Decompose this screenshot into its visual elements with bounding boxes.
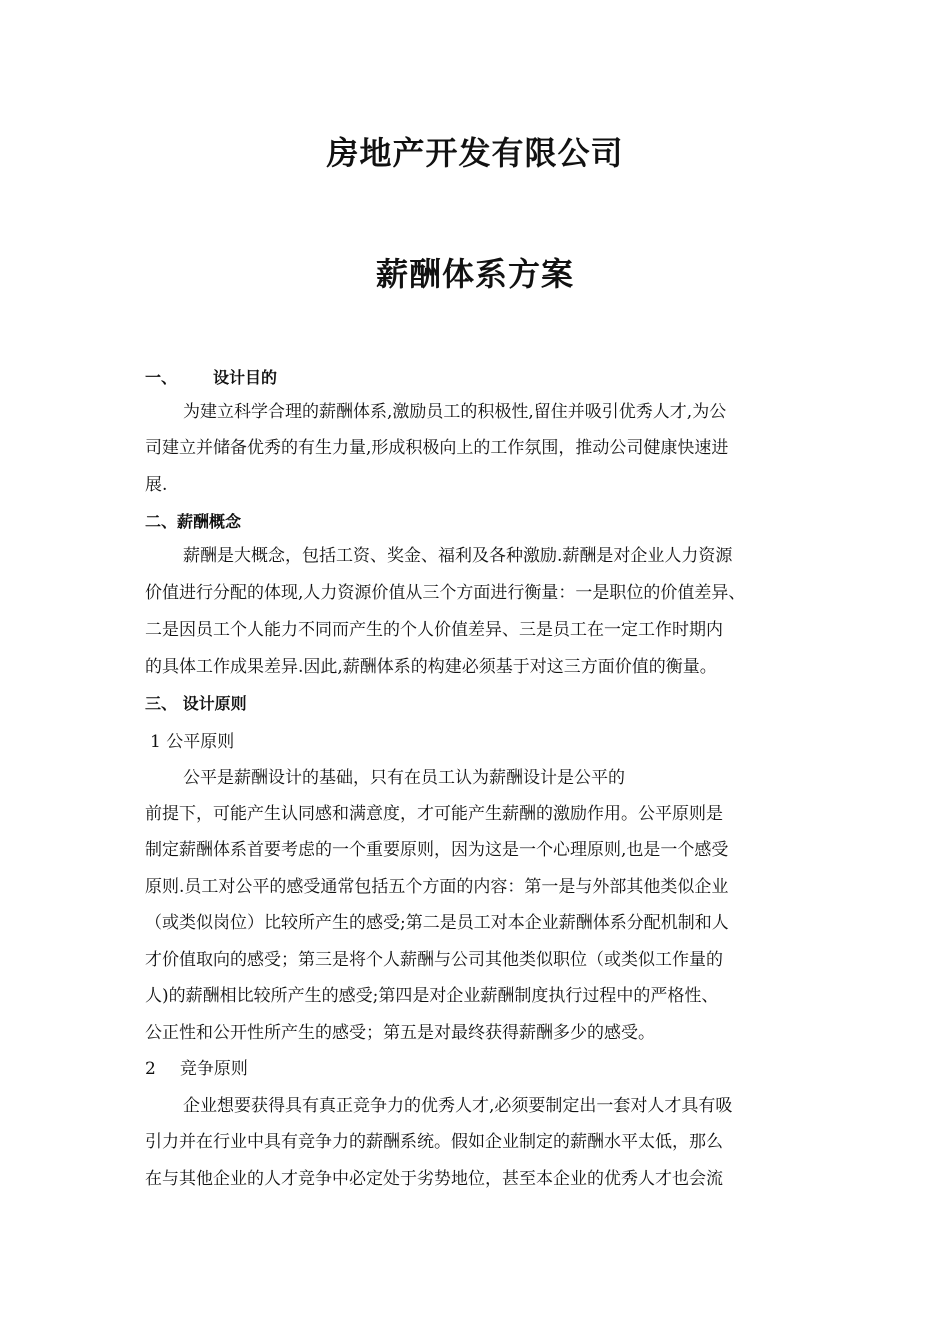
paragraph-line: 才价值取向的感受；第三是将个人薪酬与公司其他类似职位（或类似工作量的: [145, 950, 723, 970]
paragraph-line: 原则.员工对公平的感受通常包括五个方面的内容：第一是与外部其他类似企业: [145, 877, 729, 897]
section-number: 一、: [145, 368, 178, 387]
section-heading-design-purpose: [145, 368, 277, 388]
paragraph-line: 司建立并储备优秀的有生力量,形成积极向上的工作氛围，推动公司健康快速进: [145, 438, 729, 458]
paragraph-line: （或类似岗位）比较所产生的感受;第二是员工对本企业薪酬体系分配机制和人: [145, 913, 729, 933]
paragraph-line: 公正性和公开性所产生的感受；第五是对最终获得薪酬多少的感受。: [145, 1023, 655, 1043]
section-heading-salary-concept: 二、薪酬概念: [145, 512, 242, 531]
paragraph-line: 制定薪酬体系首要考虑的一个重要原则，因为这是一个心理原则,也是一个感受: [145, 840, 729, 860]
paragraph-line: 的具体工作成果差异.因此,薪酬体系的构建必须基于对这三方面价值的衡量。: [145, 657, 717, 677]
paragraph-line: 人)的薪酬相比较所产生的感受;第四是对企业薪酬制度执行过程中的严格性、: [145, 986, 719, 1006]
paragraph-line: 二是因员工个人能力不同而产生的个人价值差异、三是员工在一定工作时期内: [145, 620, 723, 640]
paragraph-line: 薪酬是大概念，包括工资、奖金、福利及各种激励.薪酬是对企业人力资源: [183, 546, 733, 566]
document-title: 薪酬体系方案: [375, 255, 574, 293]
paragraph-line: 引力并在行业中具有竞争力的薪酬系统。假如企业制定的薪酬水平太低，那么: [145, 1132, 723, 1152]
paragraph-line: 展.: [145, 475, 168, 495]
principle-number: 2: [145, 1059, 156, 1079]
section-title: 设计目的: [213, 368, 278, 387]
paragraph-line: 在与其他企业的人才竞争中必定处于劣势地位，甚至本企业的优秀人才也会流: [145, 1169, 723, 1189]
section-heading-design-principles: 三、 设计原则: [145, 694, 247, 713]
company-title: 房地产开发有限公司: [326, 134, 624, 172]
subheading-fairness-principle: 1 公平原则: [150, 732, 235, 752]
principle-title: 竞争原则: [179, 1059, 248, 1079]
paragraph-line: 前提下，可能产生认同感和满意度，才可能产生薪酬的激励作用。公平原则是: [145, 804, 723, 824]
paragraph-line: 价值进行分配的体现,人力资源价值从三个方面进行衡量：一是职位的价值差异、: [145, 583, 746, 603]
subheading-competition-principle: [145, 1059, 248, 1079]
paragraph-line: 公平是薪酬设计的基础，只有在员工认为薪酬设计是公平的: [183, 768, 625, 788]
paragraph-line: 为建立科学合理的薪酬体系,激励员工的积极性,留住并吸引优秀人才,为公: [183, 402, 727, 422]
paragraph-line: 企业想要获得具有真正竞争力的优秀人才,必须要制定出一套对人才具有吸: [183, 1096, 733, 1116]
